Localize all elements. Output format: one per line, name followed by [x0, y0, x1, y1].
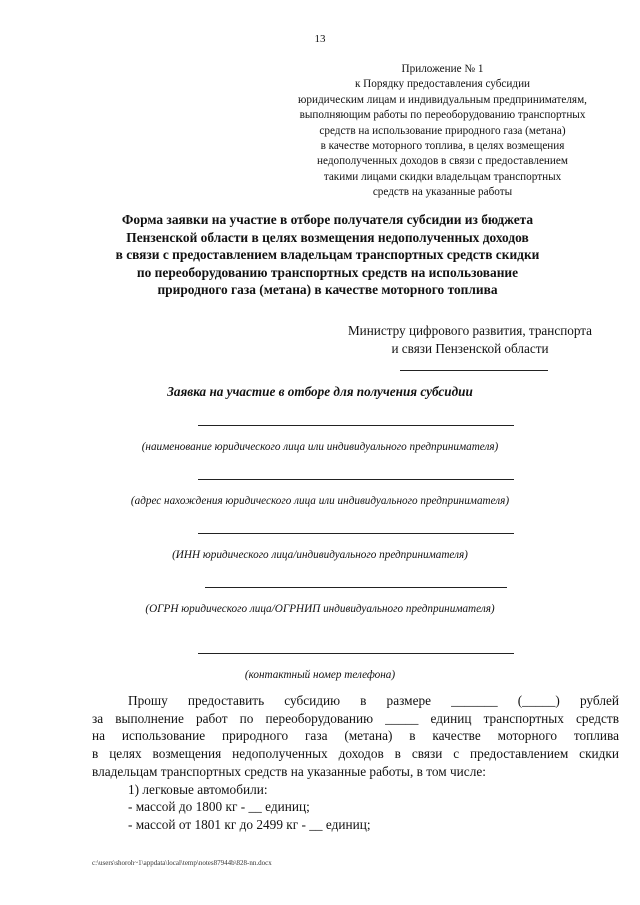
page-number: 13	[314, 33, 326, 45]
form-title-line: по переоборудованию транспортных средств на использование	[136, 264, 519, 280]
list-item: - массой от 1801 кг до 2499 кг - __ единиц;	[128, 816, 371, 832]
addressee-line: Министру цифрового развития, транспорта	[347, 323, 593, 338]
appendix-block	[270, 62, 615, 201]
form-title-line: Пензенской области в целях возмещения недополученных доходов	[126, 229, 529, 245]
inn-field[interactable]	[198, 533, 514, 534]
appendix-line: юридическим лицам и индивидуальным предпринимателям,	[298, 93, 587, 106]
request-paragraph	[92, 692, 619, 834]
ogrn-caption: (ОГРН юридического лица/ОГРНИП индивидуального предпринимателя)	[145, 603, 495, 615]
address-field[interactable]	[198, 479, 514, 480]
footer-file-path: c:\users\shoroh~1\appdata\local\temp\notes87944b\828-nn.docx	[92, 859, 272, 867]
addressee-line: и связи Пензенской области	[391, 340, 549, 356]
company-name-caption: (наименование юридического лица или индивидуального предпринимателя)	[141, 441, 499, 453]
form-title-line: в связи с предоставлением владельцам транспортных средств скидки	[115, 247, 540, 262]
list-item: - массой до 1800 кг - __ единиц;	[128, 799, 310, 815]
appendix-line: недополученных доходов в связи с предоставлением	[317, 155, 568, 168]
appendix-line: Приложение № 1	[401, 63, 484, 75]
list-heading: 1) легковые автомобили:	[128, 781, 268, 797]
appendix-line: такими лицами скидки владельцам транспортных	[323, 170, 562, 183]
paragraph-line: владельцам транспортных средств на указанные работы, в том числе:	[92, 763, 486, 779]
paragraph-line: на использование природного газа (метана) в качестве моторного топлива	[92, 728, 619, 744]
appendix-line: выполняющим работы по переоборудованию транспортных	[299, 109, 586, 122]
addressee-block	[320, 322, 620, 357]
phone-field[interactable]	[198, 653, 514, 654]
ogrn-field[interactable]	[205, 587, 507, 588]
form-title-line: Форма заявки на участие в отборе получателя субсидии из бюджета	[121, 212, 534, 227]
paragraph-line: в целях возмещения недополученных доходов в связи с предоставлением скидки	[92, 746, 619, 762]
inn-caption: (ИНН юридического лица/индивидуального предпринимателя)	[172, 549, 468, 561]
appendix-line: средств на использование природного газа (метана)	[319, 124, 566, 137]
appendix-line: к Порядку предоставления субсидии	[354, 78, 531, 91]
phone-caption: (контактный номер телефона)	[244, 669, 396, 681]
appendix-line: в качестве моторного топлива, в целях возмещения	[320, 140, 565, 153]
application-title: Заявка на участие в отборе для получения субсидии	[167, 384, 473, 399]
address-caption: (адрес нахождения юридического лица или индивидуального предпринимателя)	[130, 495, 510, 507]
form-title	[90, 211, 565, 299]
form-title-line: природного газа (метана) в качестве моторного топлива	[157, 282, 498, 297]
company-name-field[interactable]	[198, 425, 514, 426]
paragraph-line: за выполнение работ по переоборудованию _____ единиц транспортных средств	[92, 710, 619, 726]
addressee-underline	[400, 370, 548, 371]
paragraph-line: Прошу предоставить субсидию в размере _______ (_____) рублей	[128, 693, 619, 708]
appendix-line: средств на указанные работы	[372, 186, 513, 199]
